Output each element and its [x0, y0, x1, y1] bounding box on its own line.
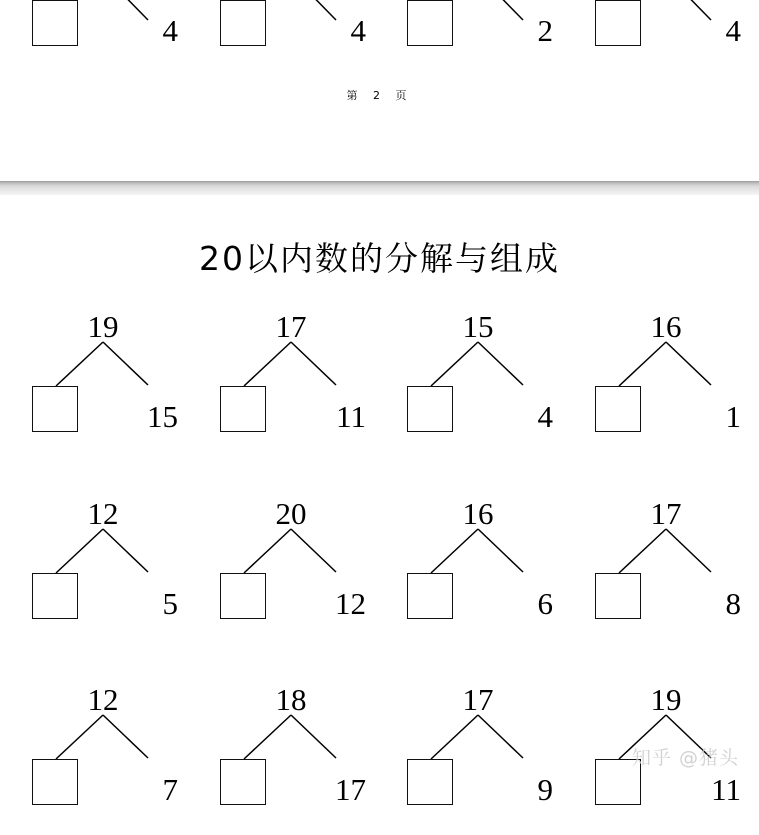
total-number: 20 [275, 496, 307, 531]
part-number: 15 [147, 399, 178, 434]
answer-box[interactable] [220, 0, 266, 46]
prev-problem-2 [220, 0, 380, 76]
problem-8 [595, 496, 755, 649]
total-number: 16 [650, 309, 682, 344]
problem-7 [407, 496, 567, 649]
part-number: 2 [537, 13, 553, 48]
page-title: 20以内数的分解与组成 [199, 239, 560, 278]
answer-box[interactable] [32, 386, 78, 432]
total-number: 15 [462, 309, 494, 344]
problem-1 [32, 309, 192, 462]
worksheet-page [0, 195, 759, 807]
part-number: 11 [711, 772, 741, 807]
part-number: 17 [335, 772, 366, 807]
answer-box[interactable] [595, 0, 641, 46]
part-number: 5 [162, 586, 178, 621]
problem-3 [407, 309, 567, 462]
answer-box[interactable] [595, 386, 641, 432]
answer-box[interactable] [407, 0, 453, 46]
problem-6 [220, 496, 380, 649]
problem-4 [595, 309, 755, 462]
total-number: 12 [87, 496, 119, 531]
problem-9 [32, 682, 192, 835]
previous-page [0, 0, 759, 181]
part-number: 11 [336, 399, 366, 434]
page-separator [0, 181, 759, 195]
prev-problem-4 [595, 0, 755, 76]
part-number: 12 [335, 586, 366, 621]
total-number: 12 [87, 682, 119, 717]
prev-problem-1 [32, 0, 192, 76]
answer-box[interactable] [220, 573, 266, 619]
total-number: 18 [275, 682, 307, 717]
total-number: 19 [87, 309, 119, 344]
part-number: 4 [162, 13, 178, 48]
total-number: 17 [650, 496, 682, 531]
prev-problem-3 [407, 0, 567, 76]
total-number: 19 [650, 682, 682, 717]
answer-box[interactable] [32, 0, 78, 46]
problem-10 [220, 682, 380, 835]
answer-box[interactable] [32, 573, 78, 619]
answer-box[interactable] [407, 573, 453, 619]
part-number: 4 [350, 13, 366, 48]
answer-box[interactable] [220, 759, 266, 805]
watermark: 知乎 @猪头 [631, 747, 739, 769]
part-number: 1 [725, 399, 741, 434]
problem-5 [32, 496, 192, 649]
part-number: 6 [537, 586, 553, 621]
part-number: 4 [725, 13, 741, 48]
total-number: 16 [462, 496, 494, 531]
page-number: 第 2 页 [346, 89, 413, 102]
answer-box[interactable] [595, 573, 641, 619]
problem-2 [220, 309, 380, 462]
answer-box[interactable] [32, 759, 78, 805]
total-number: 17 [275, 309, 307, 344]
problem-11 [407, 682, 567, 835]
answer-box[interactable] [407, 759, 453, 805]
total-number: 17 [462, 682, 494, 717]
answer-box[interactable] [220, 386, 266, 432]
part-number: 9 [537, 772, 553, 807]
part-number: 4 [537, 399, 553, 434]
part-number: 7 [162, 772, 178, 807]
answer-box[interactable] [407, 386, 453, 432]
part-number: 8 [725, 586, 741, 621]
